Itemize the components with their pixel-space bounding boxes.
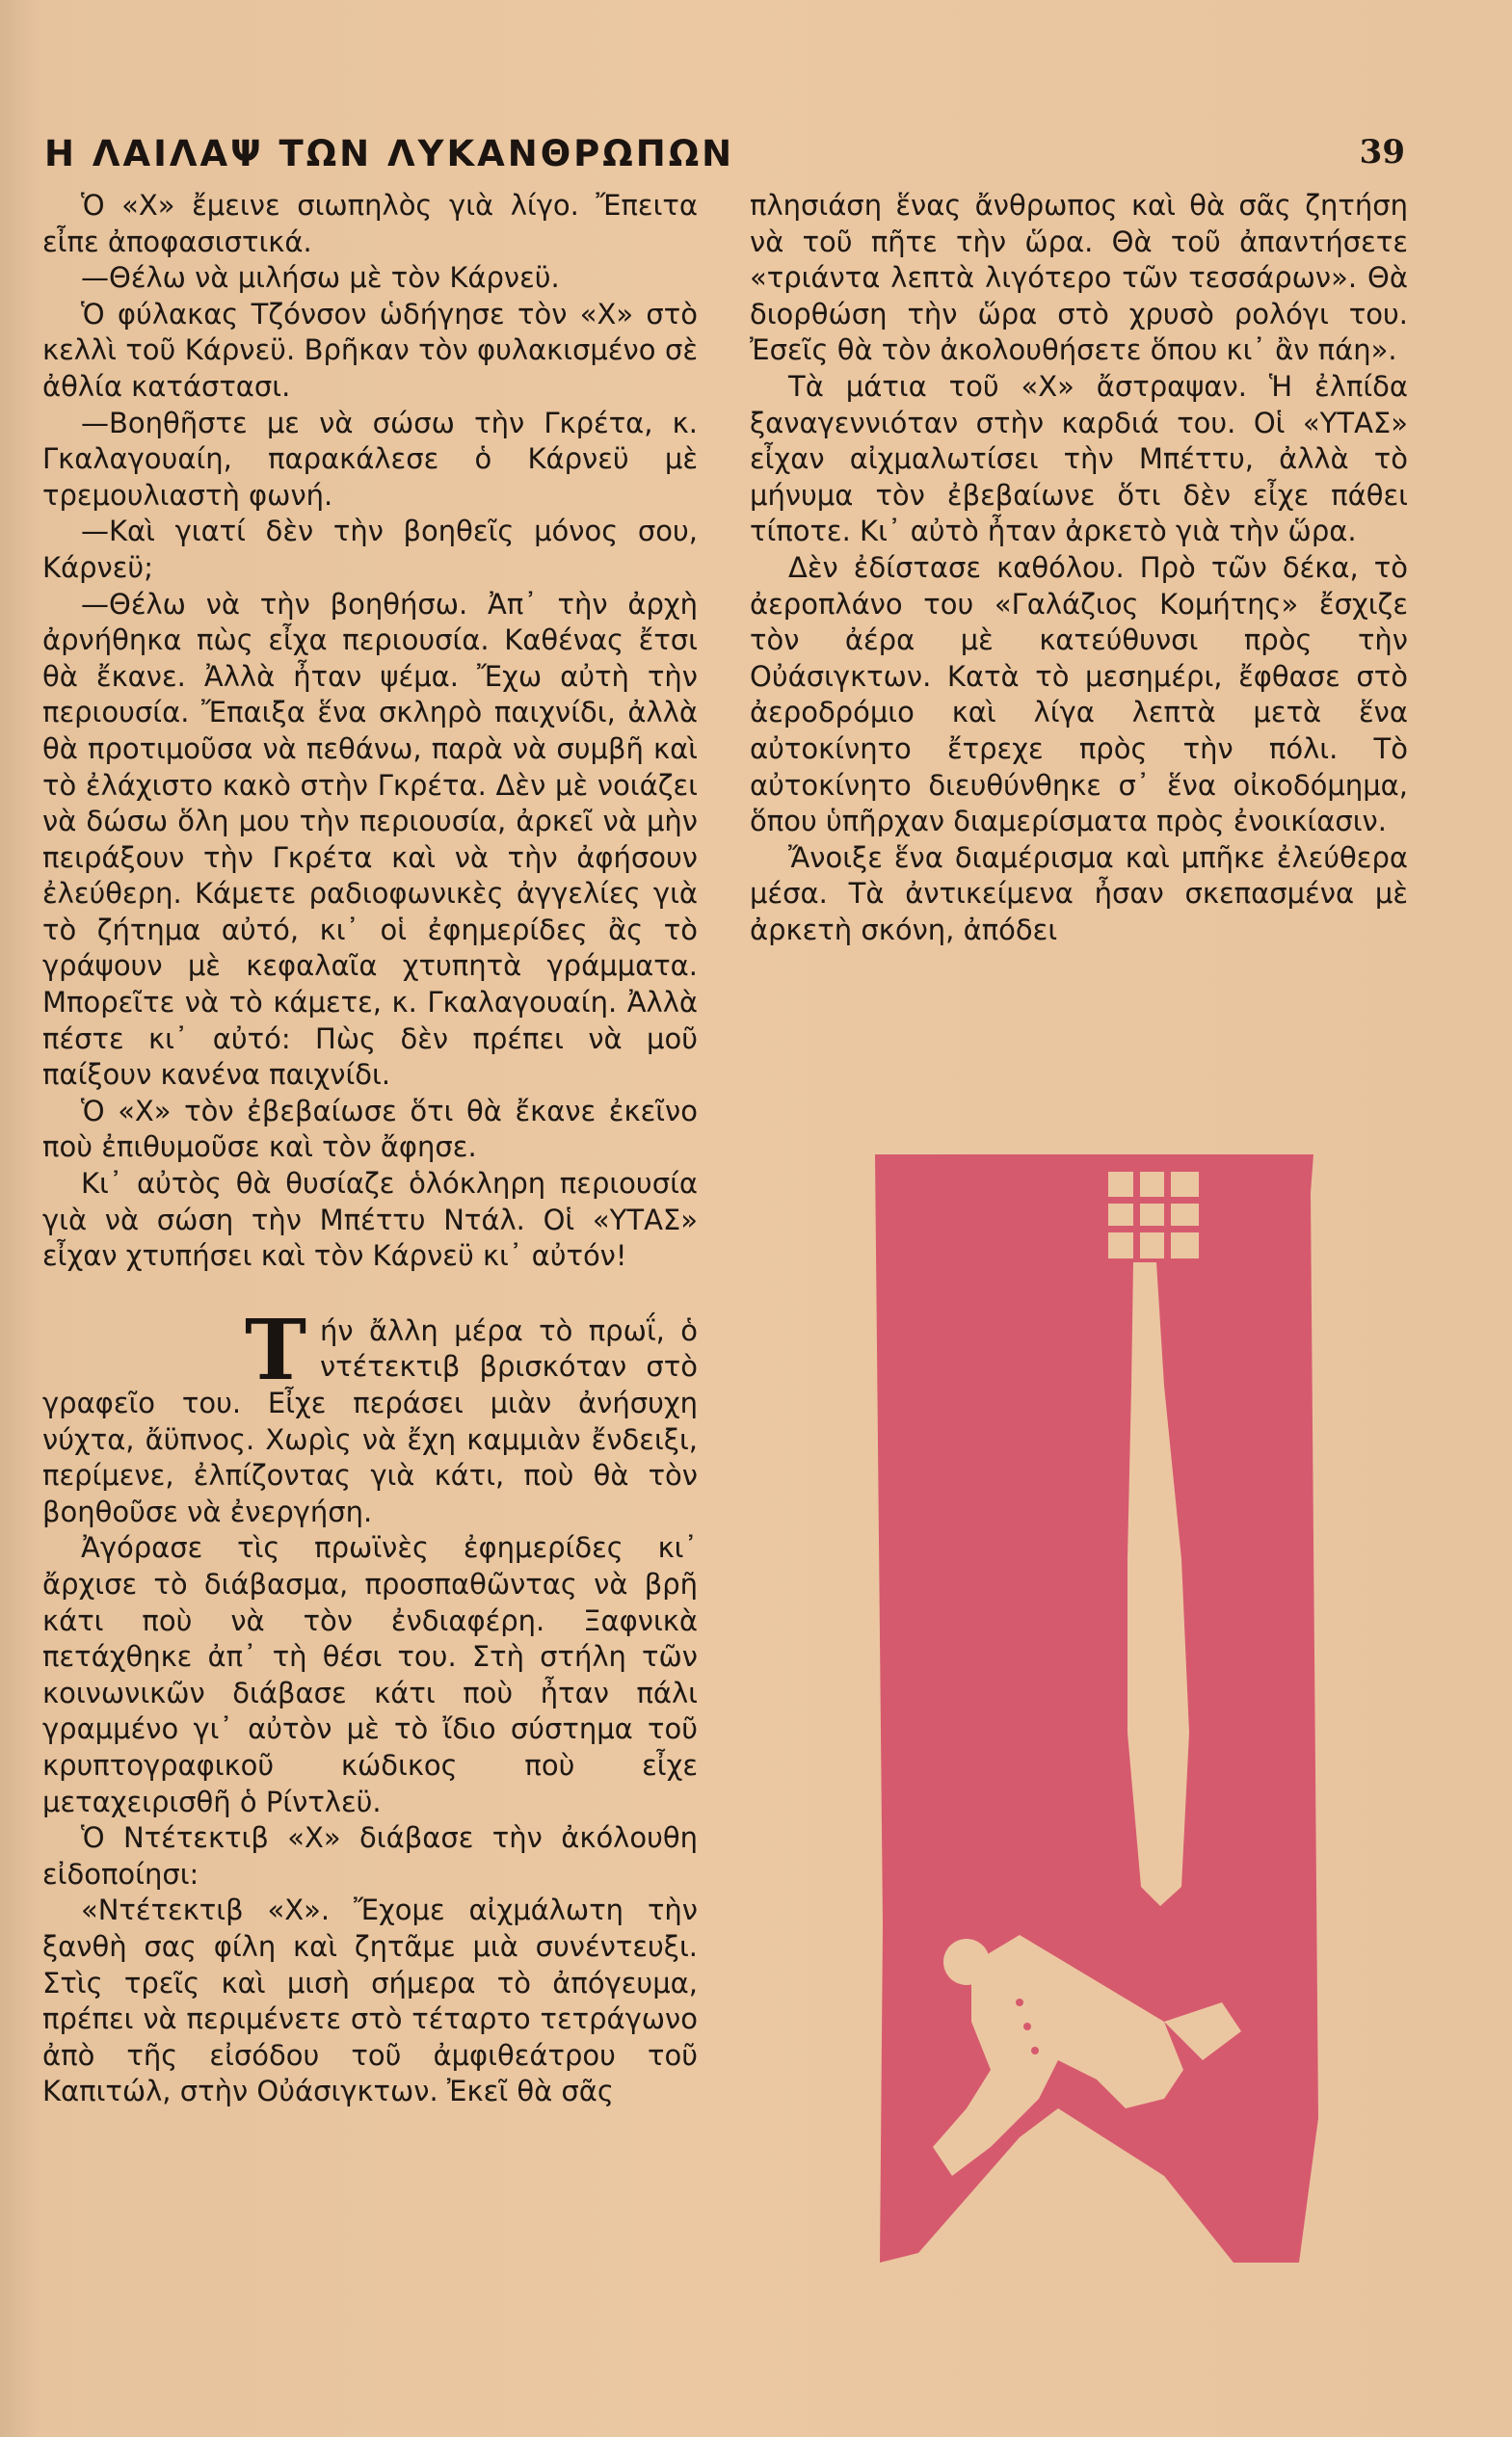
paragraph: «Ντέτεκτιβ «Χ». Ἔχομε αἰχμάλωτη τὴν ξανθὴ σας φίλη καὶ ζητᾶμε μιὰ συνέντευξι. Στὶς τρεῖς καὶ μισὴ σήμερα τὸ ἀπόγευμα, πρέπει νὰ περιμένετε στὸ τέταρτο τετράγωνο ἀπὸ τῆς εἰσόδου τοῦ ἀμφιθεάτρου τοῦ Καπιτώλ, στὴν Οὐάσιγκτων. Ἐκεῖ θὰ σᾶς — [42, 1894, 698, 2108]
paragraph: Τὰ μάτια τοῦ «Χ» ἄστραψαν. Ἡ ἐλπίδα ξαναγεννιόταν στὴν καρδιά του. Οἱ «ΥΤΑΣ» εἶχαν αἰχμαλωτίσει τὴν Μπέττυ, ἀλλὰ τὸ μήνυμα τὸν ἐβεβαίωνε ὅτι δὲν εἶχε πάθει τίποτε. Κι᾽ αὐτὸ ἦταν ἀρκετὸ γιὰ τὴν ὥρα. — [750, 369, 1408, 548]
running-title: Η ΛΑΙΛΑΨ ΤΩΝ ΛΥΚΑΝΘΡΩΠΩΝ — [44, 133, 735, 174]
paragraph: Ἄνοιξε ἕνα διαμέρισμα καὶ μπῆκε ἐλεύθερα μέσα. Τὰ ἀντικείμενα ἦσαν σκεπασμένα μὲ ἀρκετὴ σκόνη, ἀπόδει — [750, 840, 1408, 946]
paragraph: —Θέλω νὰ τὴν βοηθήσω. Ἀπ᾽ τὴν ἀρχὴ ἀρνήθηκα πὼς εἶχα περιουσία. Καθένας ἔτσι θὰ ἔκανε. Ἀλλὰ ἦταν ψέμα. Ἔχω αὐτὴ τὴν περιουσία. Ἔπαιξα ἕνα σκληρὸ παιχνίδι, ἀλλὰ θὰ προτιμοῦσα νὰ πεθάνω, παρὰ νὰ συμβῆ καὶ τὸ ἐλάχιστο κακὸ στὴν Γκρέτα. Δὲν μὲ νοιάζει νὰ δώσω ὅλη μου τὴν περιουσία, ἀρκεῖ νὰ μὴν πειράξουν τὴν Γκρέτα καὶ νὰ τὴν ἀφήσουν ἐλεύθερη. Κάμετε ραδιοφωνικὲς ἀγγελίες γιὰ τὸ ζήτημα αὐτό, κι᾽ οἱ ἐφημερίδες ἂς τὸ γράψουν μὲ κεφαλαῖα χτυπητὰ γράμματα. Μπορεῖτε νὰ τὸ κάμετε, κ. Γκαλαγουαίη. Ἀλλὰ πέστε κι᾽ αὐτό: Πὼς δὲν πρέπει νὰ μοῦ παίξουν κανένα παιχνίδι. — [42, 587, 698, 1092]
page-number: 39 — [1359, 133, 1405, 172]
page-header — [37, 133, 1405, 183]
paragraph: Ὁ «Χ» τὸν ἐβεβαίωσε ὅτι θὰ ἔκανε ἐκεῖνο ποὺ ἐπιθυμοῦσε καὶ τὸν ἄφησε. — [42, 1094, 698, 1164]
paragraph-text: ήν ἄλλη μέρα τὸ πρωΐ, ὁ ντέτεκτιβ βρισκόταν στὸ γραφεῖο του. Εἶχε περάσει μιὰν ἀνήσυχη νύχτα, ἄϋπνος. Χωρὶς νὰ ἔχη καμμιὰν ἔνδειξι, περίμενε, ἐλπίζοντας γιὰ κάτι, ποὺ θὰ τὸν βοηθοῦσε νὰ ἐνεργήση. — [42, 1313, 698, 1528]
woodcut-illustration — [875, 1154, 1318, 2263]
paragraph: Δὲν ἐδίστασε καθόλου. Πρὸ τῶν δέκα, τὸ ἀεροπλάνο του «Γαλάζιος Κομήτης» ἔσχιζε τὸν ἀέρα μὲ κατεύθυνσι πρὸς τὴν Οὐάσιγκτων. Κατὰ τὸ μεσημέρι, ἔφθασε στὸ ἀεροδρόμιο καὶ λίγα λεπτὰ μετὰ ἕνα αὐτοκίνητο ἔτρεχε πρὸς τὴν πόλι. Τὸ αὐτοκίνητο διευθύνθηκε σ᾽ ἕνα οἰκοδόμημα, ὅπου ὑπῆρχαν διαμερίσματα πρὸς ἐνοικίασιν. — [750, 550, 1408, 838]
paragraph: Ἀγόρασε τὶς πρωϊνὲς ἐφημερίδες κι᾽ ἄρχισε τὸ διάβασμα, προσπαθῶντας νὰ βρῆ κάτι ποὺ νὰ τὸν ἐνδιαφέρη. Ξαφνικὰ πετάχθηκε ἀπ᾽ τὴ θέσι του. Στὴ στήλη τῶν κοινωνικῶν διάβασε κάτι ποὺ ἦταν πάλι γραμμένο γι᾽ αὐτὸν μὲ τὸ ἴδιο σύστημα τοῦ κρυπτογραφικοῦ κώδικος ποὺ εἶχε μεταχειρισθῆ ὁ Ρίντλεϋ. — [42, 1531, 698, 1818]
paragraph: —Θέλω νὰ μιλήσω μὲ τὸν Κάρνεϋ. — [81, 261, 560, 295]
paragraph: Ὁ Ντέτεκτιβ «Χ» διάβασε τὴν ἀκόλουθη εἰδοποίησι: — [42, 1821, 698, 1891]
paragraph: —Βοηθῆστε με νὰ σώσω τὴν Γκρέτα, κ. Γκαλαγουαίη, παρακάλεσε ὁ Κάρνεϋ μὲ τρεμουλιαστὴ φωνή. — [42, 406, 698, 512]
paragraph: Κι᾽ αὐτὸς θὰ θυσίαζε ὁλόκληρη περιουσία γιὰ νὰ σώση τὴν Μπέττυ Ντάλ. Οἱ «ΥΤΑΣ» εἶχαν χτυπήσει καὶ τὸν Κάρνεϋ κι᾽ αὐτόν! — [42, 1167, 698, 1273]
paragraph: πλησιάση ἕνας ἄνθρωπος καὶ θὰ σᾶς ζητήση νὰ τοῦ πῆτε τὴν ὥρα. Θὰ τοῦ ἀπαντήσετε «τριάντα λεπτὰ λιγότερο τῶν τεσσάρων». Θὰ διορθώση τὴν ὥρα στὸ χρυσὸ ρολόγι του. Ἐσεῖς θὰ τὸν ἀκολουθήσετε ὅπου κι᾽ ἂν πάη». — [750, 189, 1408, 367]
left-column — [42, 188, 698, 2110]
paragraph: —Καὶ γιατί δὲν τὴν βοηθεῖς μόνος σου, Κάρνεϋ; — [42, 515, 698, 584]
ink-block — [875, 1154, 1318, 2263]
right-column — [750, 188, 1408, 948]
paragraph: Ὁ φύλακας Τζόνσον ὡδήγησε τὸν «Χ» στὸ κελλὶ τοῦ Κάρνεϋ. Βρῆκαν τὸν φυλακισμένο σὲ ἀθλία κατάστασι. — [42, 297, 698, 403]
drop-cap: Τ — [245, 1301, 306, 1399]
paragraph: Ὁ «Χ» ἔμεινε σιωπηλὸς γιὰ λίγο. Ἔπειτα εἶπε ἀποφασιστικά. — [42, 189, 698, 258]
section-opening-paragraph — [42, 1301, 698, 1531]
